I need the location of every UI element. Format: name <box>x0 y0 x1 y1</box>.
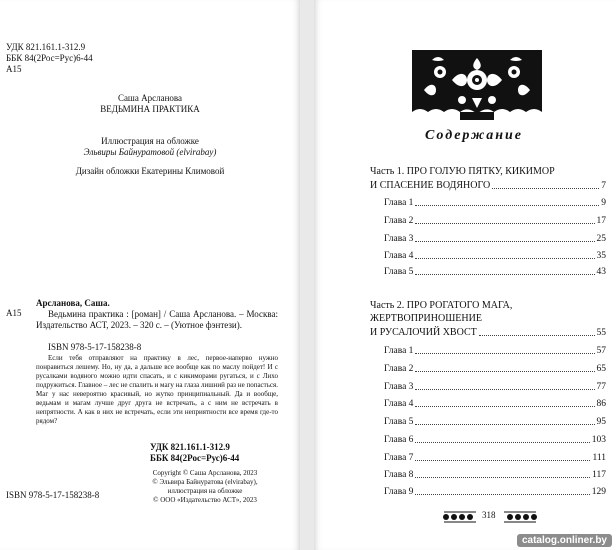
chapter-label: Глава 7 <box>384 453 414 463</box>
chapter-label: Глава 5 <box>384 267 414 277</box>
toc-page-number: 103 <box>591 435 606 445</box>
toc-page-number: 95 <box>596 417 606 427</box>
isbn-bottom: ISBN 978-5-17-158238-8 <box>6 490 100 500</box>
chapter-label: Глава 3 <box>384 382 414 392</box>
leader-dots <box>415 371 594 372</box>
leader-dots <box>415 258 594 259</box>
leader-dots <box>415 406 594 407</box>
leader-dots <box>479 335 595 336</box>
toc-chapter-row[interactable] <box>384 486 606 498</box>
biblio-isbn: ISBN 978-5-17-158238-8 <box>48 342 142 352</box>
leader-dots <box>415 442 589 443</box>
toc-page-number: 9 <box>601 198 606 208</box>
toc-chapter-row[interactable] <box>384 345 606 357</box>
chapter-label: Глава 4 <box>384 251 414 261</box>
toc-chapter-row[interactable] <box>384 266 606 278</box>
illustrator-name: Эльвиры Байнуратовой (elvirabay) <box>83 147 217 157</box>
copyright-line: © ООО «Издательство АСТ», 2023 <box>153 496 257 504</box>
toc-page-number: 43 <box>596 267 606 277</box>
leader-dots <box>415 223 594 224</box>
leader-dots <box>492 188 599 189</box>
toc-page-number: 65 <box>596 364 606 374</box>
author-name: Саша Арсланова <box>117 93 183 103</box>
biblio-code: А15 <box>6 308 22 318</box>
toc-part-row[interactable] <box>370 180 606 192</box>
bbk-top: ББК 84(2Рос=Рус)6-44 <box>6 53 93 63</box>
part-title-line: Часть 1. ПРО ГОЛУЮ ПЯТКУ, КИКИМОР <box>370 166 555 177</box>
toc-page-number: 86 <box>596 399 606 409</box>
small-ornament-left-icon <box>442 511 478 523</box>
toc-page-number: 25 <box>596 234 606 244</box>
toc-chapter-row[interactable] <box>384 469 606 481</box>
chapter-label: Глава 9 <box>384 487 414 497</box>
toc-title: Содержание <box>425 128 523 143</box>
chapter-label: Глава 4 <box>384 399 414 409</box>
copyright-line: Copyright © Саша Арсланова, 2023 <box>152 469 258 477</box>
leader-dots <box>415 424 594 425</box>
left-page <box>0 0 300 550</box>
copyright-line: иллюстрация на обложке <box>167 487 243 495</box>
toc-page-number: 111 <box>592 453 606 463</box>
leader-dots <box>415 205 599 206</box>
toc-chapter-row[interactable] <box>384 363 606 375</box>
bbk-bottom: ББК 84(2Рос=Рус)6-44 <box>150 453 240 463</box>
chapter-label: Глава 3 <box>384 234 414 244</box>
toc-chapter-row[interactable] <box>384 197 606 209</box>
right-page <box>314 0 616 550</box>
toc-page-number: 57 <box>596 346 606 356</box>
toc-chapter-row[interactable] <box>384 398 606 410</box>
chapter-label: Глава 5 <box>384 417 414 427</box>
leader-dots <box>415 460 590 461</box>
toc-page-number: 77 <box>596 382 606 392</box>
toc-chapter-row[interactable] <box>384 233 606 245</box>
leader-dots <box>415 241 594 242</box>
toc-page-number: 35 <box>596 251 606 261</box>
chapter-label: Глава 8 <box>384 470 414 480</box>
toc-page-number: 55 <box>596 328 606 338</box>
leader-dots <box>415 353 594 354</box>
biblio-record: Ведьмина практика : [роман] / Саша Арсланова. – Москва: Издательство АСТ, 2023. – 320 с. – (Уютное фэнтези). <box>36 309 278 330</box>
copyright-line: © Эльвира Байнуратова (elvirabay), <box>152 478 258 486</box>
toc-chapter-row[interactable] <box>384 215 606 227</box>
cover-design-credit: Дизайн обложки Екатерины Климовой <box>75 166 225 176</box>
toc-chapter-row[interactable] <box>384 452 606 464</box>
small-ornament-right-icon <box>502 511 538 523</box>
toc-part-row[interactable] <box>370 327 606 339</box>
part-title-line: И СПАСЕНИЕ ВОДЯНОГО <box>370 180 491 191</box>
udk-bottom: УДК 821.161.1-312.9 <box>150 442 230 452</box>
toc-page-number: 17 <box>596 216 606 226</box>
leader-dots <box>415 494 589 495</box>
chapter-label: Глава 1 <box>384 198 414 208</box>
illustration-credit: Иллюстрация на обложке <box>101 136 199 146</box>
toc-chapter-row[interactable] <box>384 434 606 446</box>
code-top: А15 <box>6 64 22 74</box>
chapter-label: Глава 2 <box>384 364 414 374</box>
part-title-line: И РУСАЛОЧИЙ ХВОСТ <box>370 327 477 338</box>
toc-page-number: 117 <box>592 470 606 480</box>
toc-chapter-row[interactable] <box>384 381 606 393</box>
leader-dots <box>415 389 594 390</box>
watermark: catalog.onliner.by <box>517 534 612 547</box>
toc-page-number: 7 <box>601 181 606 191</box>
biblio-author: Арсланова, Саша. <box>36 298 110 308</box>
book-title: ВЕДЬМИНА ПРАКТИКА <box>100 104 200 114</box>
leader-dots <box>415 274 594 275</box>
toc-page-number: 129 <box>591 487 606 497</box>
page-number: 318 <box>482 510 496 520</box>
udk-top: УДК 821.161.1-312.9 <box>6 42 86 52</box>
part-title-line: ЖЕРТВОПРИНОШЕНИЕ <box>370 313 482 324</box>
chapter-label: Глава 2 <box>384 216 414 226</box>
part-title-line: Часть 2. ПРО РОГАТОГО МАГА, <box>370 300 513 311</box>
annotation: Если тебя отправляют на практику в лес, первое-наперво нужно понравиться лешему. Но, ну да, а дальше все вообще как по маслу пойдет! И с русалками водяного можно идти спасать, и с кикиморами ругаться, и с Лихо подружиться. Главное – лес не спалить и магу на глаза лишний раз не попасться. Маг у нас невероятно красивый, но жутко принципиальный. Да и вообще, ведьмам и магам лучше друг друга не встречать, а с ним не встречать в непрятности. А как в них не встречать, если эти неприятности все время где-то рядом? <box>36 354 278 425</box>
chapter-label: Глава 1 <box>384 346 414 356</box>
leader-dots <box>415 477 590 478</box>
toc-chapter-row[interactable] <box>384 250 606 262</box>
folk-ornament-icon <box>412 50 542 120</box>
chapter-label: Глава 6 <box>384 435 414 445</box>
toc-chapter-row[interactable] <box>384 416 606 428</box>
